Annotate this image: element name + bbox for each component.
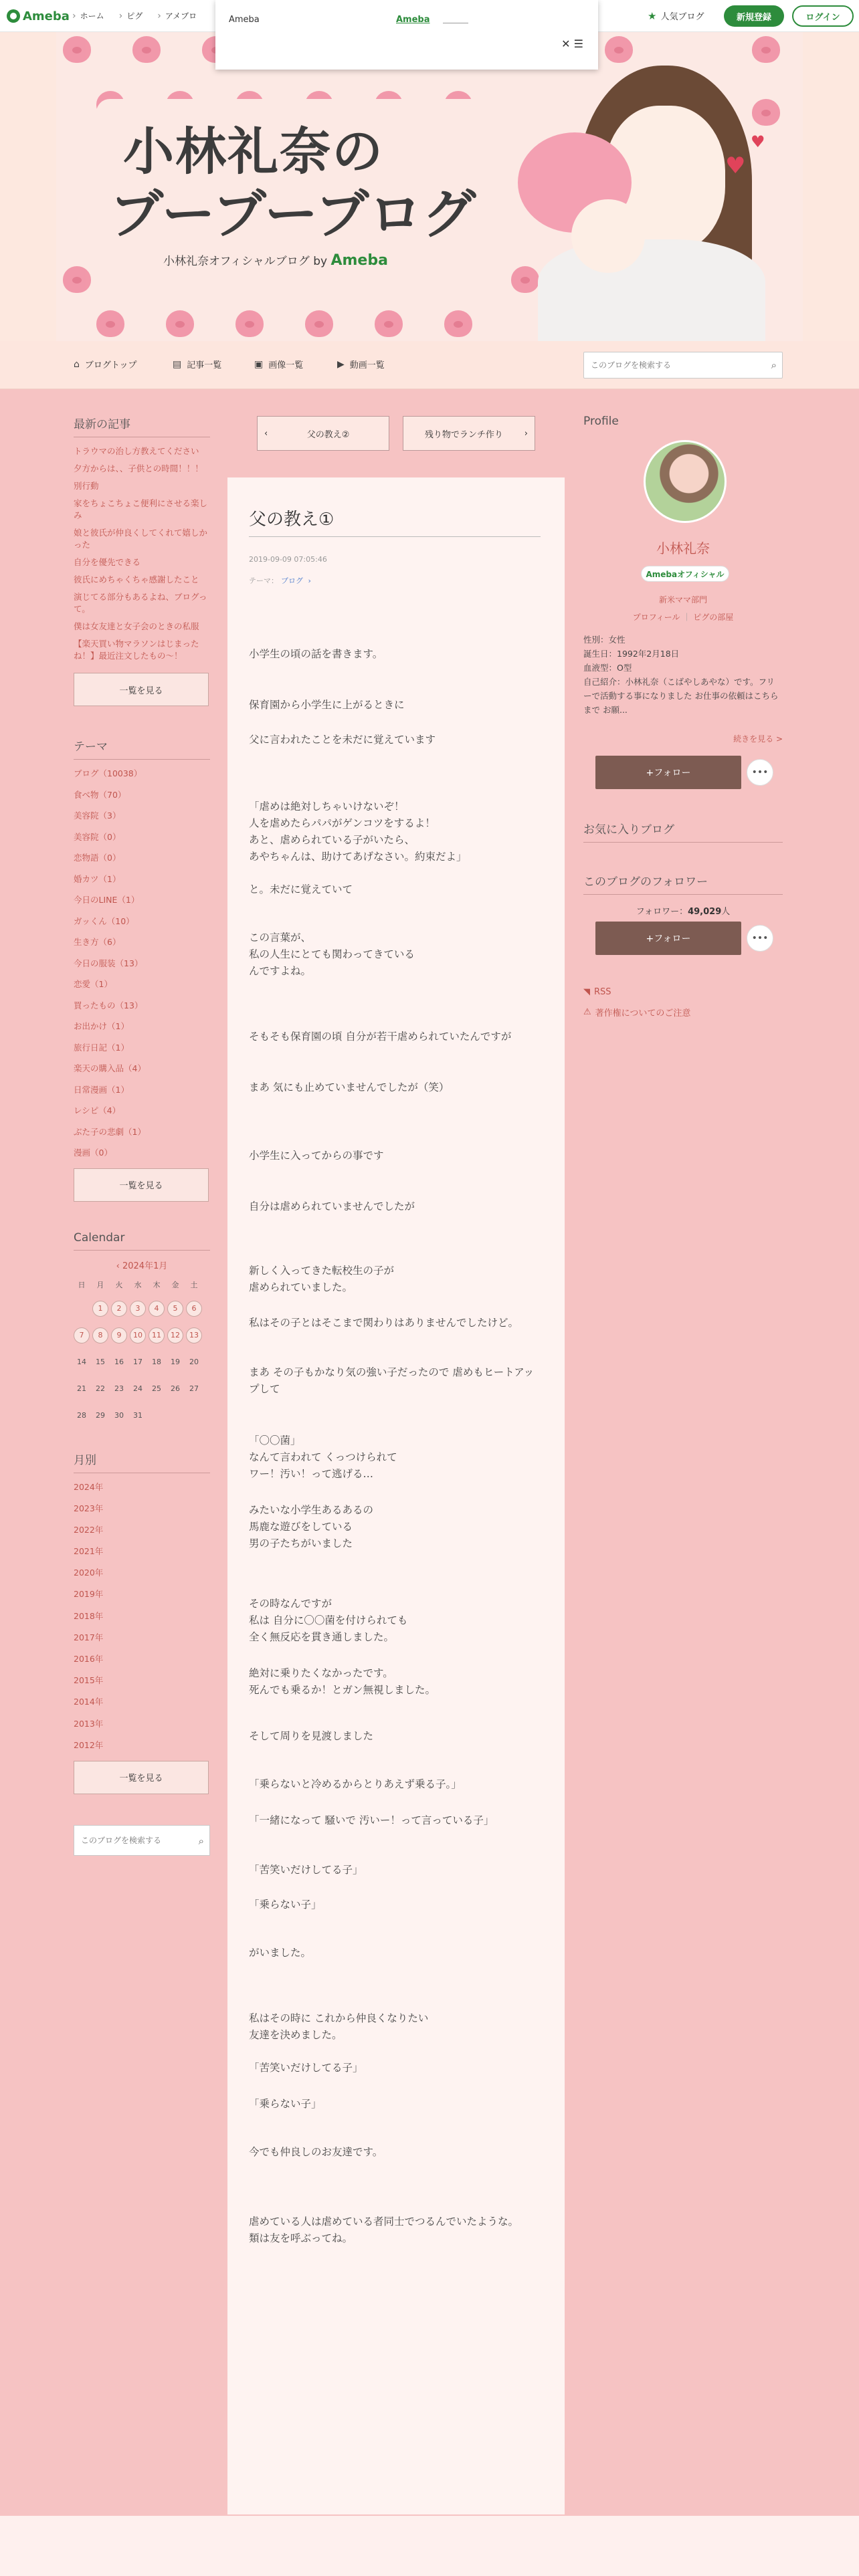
month-heading: 月別 xyxy=(74,1451,210,1473)
pigg-room-link[interactable]: ピグの部屋 xyxy=(693,613,734,622)
theme-link[interactable]: 日常漫画（1） xyxy=(74,1084,129,1095)
calendar-day: 15 xyxy=(96,1358,105,1366)
calendar-day: 19 xyxy=(171,1358,180,1366)
blog-subtitle-text: 小林礼奈オフィシャルブログ by xyxy=(163,255,331,268)
followers-heading: このブログのフォロワー xyxy=(583,872,783,895)
followers-count xyxy=(583,904,783,917)
recent-more-button[interactable]: 一覧を見る xyxy=(74,673,209,706)
home-icon: ⌂ xyxy=(74,358,80,370)
prev-article-button[interactable] xyxy=(257,416,389,451)
separator: ｜ xyxy=(682,613,694,622)
article-paragraph: 絶対に乗りたくなかったです。 死んでも乗るか！とガン無視しました。 xyxy=(249,1667,436,1696)
calendar-day[interactable]: 2 xyxy=(111,1301,127,1317)
top-nav xyxy=(72,10,197,21)
theme-link[interactable]: 婚カツ（1） xyxy=(74,873,121,884)
followers-number: 49,029 xyxy=(688,907,722,917)
subnav-blog-top[interactable] xyxy=(74,358,137,370)
calendar-day[interactable]: 7 xyxy=(74,1327,90,1344)
article-paragraph: 「乗らない子」 xyxy=(249,2098,322,2110)
recent-article-link[interactable]: 別行動 xyxy=(74,481,99,491)
pig-icon xyxy=(166,310,194,337)
article xyxy=(227,477,565,2514)
theme-link[interactable]: 美容院（0） xyxy=(74,831,121,842)
month-link[interactable]: 2015年 xyxy=(74,1675,104,1686)
title-box xyxy=(96,99,484,300)
header-illustration xyxy=(498,59,779,341)
popular-blog-link[interactable] xyxy=(648,9,704,22)
profile-heading: Profile xyxy=(583,415,619,428)
article-theme-label: テーマ： xyxy=(249,576,278,585)
calendar-weekday: 日 xyxy=(78,1280,86,1289)
calendar-day: 14 xyxy=(77,1358,86,1366)
subnav-label: 画像一覧 xyxy=(268,360,304,370)
calendar-month-label: 2024年1月 xyxy=(122,1261,168,1271)
blog-search-input[interactable] xyxy=(584,352,751,378)
subnav-videos[interactable] xyxy=(337,358,385,370)
theme-link[interactable]: 生き方（6） xyxy=(74,937,121,947)
article-paragraph: みたいな小学生あるあるの 馬鹿な遊びをしている 男の子たちがいました xyxy=(249,1504,374,1549)
blog-subtitle xyxy=(163,251,388,269)
article-paragraph: そもそも保育園の頃 自分が若干虐められていたんですが xyxy=(249,1031,512,1043)
article-paragraph: まあ その子もかなり気の強い子だったので 虐めもヒートアップして xyxy=(249,1366,535,1395)
profile-name[interactable]: 小林礼奈 xyxy=(656,540,710,556)
calendar-day: 27 xyxy=(189,1384,199,1393)
blog-title-line2: ブーブーブログ xyxy=(110,183,476,245)
article-paragraph: 保育園から小学生に上がるときに xyxy=(249,699,405,711)
theme-list xyxy=(74,768,210,1159)
login-button[interactable]: ログイン xyxy=(792,5,854,27)
theme-link[interactable]: 恋愛（1） xyxy=(74,979,112,989)
calendar-day[interactable]: 11 xyxy=(149,1327,165,1344)
calendar-day: 21 xyxy=(77,1384,86,1393)
calendar-day[interactable]: 3 xyxy=(130,1301,146,1317)
next-article-label: 残り物でランチ作り xyxy=(424,429,503,440)
follow-button[interactable]: +フォロー xyxy=(595,756,741,789)
pig-icon xyxy=(132,36,161,63)
calendar-weekday: 水 xyxy=(134,1280,142,1289)
month-more-button[interactable]: 一覧を見る xyxy=(74,1761,209,1794)
calendar-day: 28 xyxy=(77,1411,86,1420)
theme-link[interactable]: レシピ（4） xyxy=(74,1105,121,1115)
article-paragraph: 私はその時に これから仲良くなりたい 友達を決めました。 xyxy=(249,2012,429,2041)
calendar-day[interactable]: 12 xyxy=(167,1327,183,1344)
calendar-day xyxy=(149,1408,165,1424)
recent-article-link[interactable]: 娘と彼氏が仲良くしてくれて嬉しかった xyxy=(74,528,208,550)
article-paragraph: 「苦笑いだけしてる子」 xyxy=(249,2062,363,2074)
ameba-logo-icon xyxy=(7,9,20,23)
theme-link[interactable]: 今日の服装（13） xyxy=(74,958,143,968)
recent-article-link[interactable]: トラウマの治し方教えてください xyxy=(74,446,199,456)
heart-icon: ♥ xyxy=(751,132,765,151)
theme-link[interactable]: 楽天の購入品（4） xyxy=(74,1063,146,1073)
article-paragraph: 今でも仲良しのお友達です。 xyxy=(249,2146,383,2158)
article-paragraph: 父に言われたことを未だに覚えています xyxy=(249,734,436,746)
rss-label: RSS xyxy=(594,987,611,997)
article-title: 父の教え① xyxy=(249,510,335,530)
follow-button-2[interactable]: +フォロー xyxy=(595,922,741,955)
calendar-day[interactable]: 6 xyxy=(186,1301,202,1317)
next-article-button[interactable] xyxy=(403,416,535,451)
theme-link[interactable]: 漫画（0） xyxy=(74,1148,112,1158)
calendar-day[interactable]: 4 xyxy=(149,1301,165,1317)
subnav-articles[interactable] xyxy=(173,358,221,370)
article-paragraph: 「乗らない子」 xyxy=(249,1899,322,1911)
profile-more-link[interactable]: 続きを見る > xyxy=(733,734,783,744)
image-icon: ▣ xyxy=(254,358,264,370)
theme-link[interactable]: 旅行日記（1） xyxy=(74,1042,129,1053)
blog-search-box xyxy=(583,352,783,379)
search-icon[interactable]: ⌕ xyxy=(198,1834,204,1847)
prev-arrow-icon: ‹ xyxy=(264,428,268,439)
more-options-icon[interactable]: ••• xyxy=(747,759,773,786)
copyright-label: 著作権についてのご注意 xyxy=(595,1008,691,1018)
theme-link[interactable]: 今日のLINE（1） xyxy=(74,895,140,905)
calendar-day: 30 xyxy=(114,1411,124,1420)
theme-link[interactable]: 恋物語（0） xyxy=(74,853,121,863)
rss-icon: ◥ xyxy=(583,987,590,997)
month-list xyxy=(74,1481,210,1751)
month-link[interactable]: 2018年 xyxy=(74,1610,104,1621)
article-paragraph: 小学生に入ってからの事です xyxy=(249,1150,384,1162)
calendar-day xyxy=(167,1408,183,1424)
search-icon[interactable]: ⌕ xyxy=(771,359,777,371)
blog-subnav xyxy=(0,341,859,389)
month-link[interactable]: 2023年 xyxy=(74,1503,104,1513)
recent-article-link[interactable]: 僕は女友達と女子会のときの私服 xyxy=(74,621,199,631)
calendar-day[interactable]: 10 xyxy=(130,1327,146,1344)
pig-icon xyxy=(305,310,333,337)
followers-unit: 人 xyxy=(721,907,731,917)
recent-article-link[interactable]: 夕方からは、、子供との時間！！！ xyxy=(74,463,203,473)
theme-link[interactable]: 美容院（3） xyxy=(74,811,121,821)
month-link[interactable]: 2020年 xyxy=(74,1568,104,1578)
top-nav-ameblo[interactable]: › アメブロ xyxy=(157,10,197,21)
article-paragraph: 自分は虐められていませんでしたが xyxy=(249,1200,415,1212)
recent-article-link[interactable]: 彼氏にめちゃくちゃ感謝したこと xyxy=(74,574,199,584)
pig-icon xyxy=(235,310,264,337)
article-paragraph: 「乗らないと冷めるからとりあえず乗る子。」 xyxy=(249,1778,462,1790)
month-link[interactable]: 2024年 xyxy=(74,1481,104,1492)
pig-icon xyxy=(63,266,91,293)
calendar-day: 18 xyxy=(152,1358,161,1366)
article-paragraph: と。未だに覚えていて xyxy=(249,883,353,895)
article-paragraph: まあ 気にも止めていませんでしたが（笑） xyxy=(249,1081,450,1093)
article-paragraph: その時なんですが 私は 自分に〇〇菌を付けられても 全く無反応を貫き通しました。 xyxy=(249,1598,408,1643)
calendar-day[interactable]: 8 xyxy=(92,1327,108,1344)
calendar-weekday: 月 xyxy=(96,1280,104,1289)
footer-band xyxy=(0,2516,859,2576)
profile-links xyxy=(583,611,783,623)
blog-header xyxy=(0,32,859,341)
calendar-day: 29 xyxy=(96,1411,105,1420)
calendar-prev-icon[interactable]: ‹ xyxy=(116,1261,122,1271)
ameba-logo[interactable] xyxy=(7,8,70,24)
calendar-day: 17 xyxy=(133,1358,142,1366)
subnav-label: ブログトップ xyxy=(84,360,137,370)
article-paragraph: この言葉が、 私の人生にとても関わってきている んですよね。 xyxy=(249,932,415,977)
right-sidebar xyxy=(583,415,783,1018)
header-banner[interactable] xyxy=(56,32,803,341)
calendar-weekday: 火 xyxy=(115,1280,123,1289)
month-link[interactable]: 2017年 xyxy=(74,1632,104,1642)
theme-link[interactable]: 買ったもの（13） xyxy=(74,1000,143,1010)
article-title-rule xyxy=(249,536,541,537)
month-link[interactable]: 2013年 xyxy=(74,1718,104,1729)
popup-link[interactable]: Ameba xyxy=(396,15,430,25)
calendar-day[interactable]: 5 xyxy=(167,1301,183,1317)
copyright-link[interactable] xyxy=(583,1006,690,1018)
article-theme-link[interactable]: ブログ xyxy=(281,576,303,585)
profile-link[interactable]: プロフィール xyxy=(632,613,680,622)
calendar-weekday: 土 xyxy=(190,1280,198,1289)
more-options-icon-2[interactable]: ••• xyxy=(747,925,773,952)
recent-article-link[interactable]: 自分を優先できる xyxy=(74,557,141,567)
article-theme xyxy=(249,575,311,586)
document-icon: ▤ xyxy=(173,358,182,370)
article-paragraph: 私はその子とはそこまで関わりはありませんでしたけど。 xyxy=(249,1317,519,1329)
recent-article-link[interactable]: 家をちょこちょこ便利にさせる楽しみ xyxy=(74,498,208,520)
recent-heading: 最新の記事 xyxy=(74,415,210,437)
article-paragraph: 「虐めは絶対しちゃいけないぞ！ 人を虐めたらパパがゲンコツをするよ！ あと、虐められている子がいたら、 あやちゃんは、助けてあげなさい。約束だよ」 xyxy=(249,800,467,863)
article-paragraph: 虐めている人は虐めている者同士でつるんでいたような。 類は友を呼ぶってね。 xyxy=(249,2216,519,2244)
calendar-heading: Calendar xyxy=(74,1231,210,1251)
month-link[interactable]: 2022年 xyxy=(74,1524,104,1535)
sidebar-search-box xyxy=(74,1825,210,1856)
warning-icon: ⚠ xyxy=(583,1007,591,1017)
next-arrow-icon: › xyxy=(524,428,528,439)
blog-subtitle-brand: Ameba xyxy=(330,252,388,269)
blog-title-line1: 小林礼奈の xyxy=(123,122,384,181)
theme-link[interactable]: ブログ（10038） xyxy=(74,768,142,778)
theme-more-button[interactable]: 一覧を見る xyxy=(74,1168,209,1202)
subnav-label: 記事一覧 xyxy=(187,360,222,370)
calendar-day[interactable]: 13 xyxy=(186,1327,202,1344)
calendar-day: 22 xyxy=(96,1384,105,1393)
pig-icon xyxy=(375,310,403,337)
article-paragraph: そして周りを見渡しました xyxy=(249,1730,374,1742)
article-paragraph: 「苦笑いだけしてる子」 xyxy=(249,1864,363,1876)
followers-label: フォロワー： xyxy=(636,907,688,917)
top-popup xyxy=(215,0,598,70)
illustration-hand xyxy=(571,199,645,273)
article-date: 2019-09-09 07:05:46 xyxy=(249,555,327,564)
article-paragraph: 新しく入ってきた転校生の子が 虐められていました。 xyxy=(249,1265,395,1293)
calendar-day xyxy=(186,1408,202,1424)
top-nav-pigg[interactable]: › ピグ xyxy=(119,10,143,21)
popup-label: Ameba xyxy=(229,15,260,25)
calendar-day[interactable]: 1 xyxy=(92,1301,108,1317)
month-link[interactable]: 2014年 xyxy=(74,1697,104,1707)
calendar-day: 25 xyxy=(152,1384,161,1393)
top-nav-home[interactable]: › ホーム xyxy=(72,10,104,21)
article-paragraph: がいました。 xyxy=(249,1947,312,1959)
rss-link[interactable] xyxy=(583,987,611,997)
recent-article-link[interactable]: 【楽天買い物マラソンはじまったね！】最近注文したもの〜！ xyxy=(74,639,199,661)
theme-link[interactable]: お出かけ（1） xyxy=(74,1021,129,1031)
theme-heading: テーマ xyxy=(74,737,210,760)
calendar-day: 24 xyxy=(133,1384,142,1393)
calendar-day: 20 xyxy=(189,1358,199,1366)
theme-link[interactable]: ガッくん（10） xyxy=(74,916,134,926)
close-icon[interactable]: ✕ ☰ xyxy=(561,37,583,50)
chevron-right-icon: › xyxy=(306,576,311,585)
heart-icon: ♥ xyxy=(725,152,746,179)
theme-link[interactable]: 食べ物（70） xyxy=(74,789,126,800)
avatar[interactable] xyxy=(644,440,727,523)
ameba-logo-text: Ameba xyxy=(23,9,70,23)
month-link[interactable]: 2012年 xyxy=(74,1739,104,1750)
article-paragraph: 「〇〇菌」 なんて言われて くっつけられて ワー！汚い！って逃げる… xyxy=(249,1434,397,1480)
subnav-images[interactable] xyxy=(254,358,303,370)
favorite-blogs-heading: お気に入りブログ xyxy=(583,820,783,843)
calendar-day xyxy=(74,1301,90,1317)
popular-blog-label: 人気ブログ xyxy=(660,12,704,22)
calendar-weekday: 木 xyxy=(153,1280,161,1289)
recent-article-link[interactable]: 演じてる部分もあるよね、ブログって。 xyxy=(74,592,207,614)
article-paragraph: 「一緒になって 騒いで 汚いー！って言っている子」 xyxy=(249,1814,494,1826)
register-button[interactable]: 新規登録 xyxy=(724,5,784,27)
pig-icon xyxy=(96,310,124,337)
calendar-day: 23 xyxy=(114,1384,124,1393)
official-badge: Amebaオフィシャル xyxy=(641,566,729,582)
profile-genre[interactable]: 新米ママ部門 xyxy=(658,595,707,605)
pig-icon xyxy=(444,310,472,337)
left-sidebar xyxy=(74,415,210,1856)
calendar-day: 16 xyxy=(114,1358,124,1366)
month-link[interactable]: 2016年 xyxy=(74,1654,104,1664)
prev-article-label: 父の教え② xyxy=(306,429,350,440)
calendar-weekday: 金 xyxy=(171,1280,179,1289)
sidebar-search-input[interactable] xyxy=(74,1826,188,1855)
video-icon: ▶ xyxy=(337,358,345,370)
illustration-body xyxy=(538,239,765,341)
pig-icon xyxy=(63,36,91,63)
subnav-label: 動画一覧 xyxy=(349,360,385,370)
article-paragraph: 小学生の頃の話を書きます。 xyxy=(249,648,383,660)
calendar-grid xyxy=(74,1279,210,1424)
calendar-day: 31 xyxy=(133,1411,142,1420)
theme-link[interactable]: ぶた子の悲劇（1） xyxy=(74,1126,146,1137)
profile-info: 性別：女性 誕生日：1992年2月18日 血液型：O型 自己紹介：小林礼奈（こばやしあやな）です。フリーで活動する事になりました お仕事の依頼はこちらまで お願... xyxy=(583,635,779,715)
recent-list xyxy=(74,445,210,662)
calendar-day: 26 xyxy=(171,1384,180,1393)
calendar-day[interactable]: 9 xyxy=(111,1327,127,1344)
month-link[interactable]: 2021年 xyxy=(74,1546,104,1557)
month-link[interactable]: 2019年 xyxy=(74,1589,104,1600)
crown-icon: ★ xyxy=(648,9,657,22)
calendar-month xyxy=(74,1259,210,1271)
